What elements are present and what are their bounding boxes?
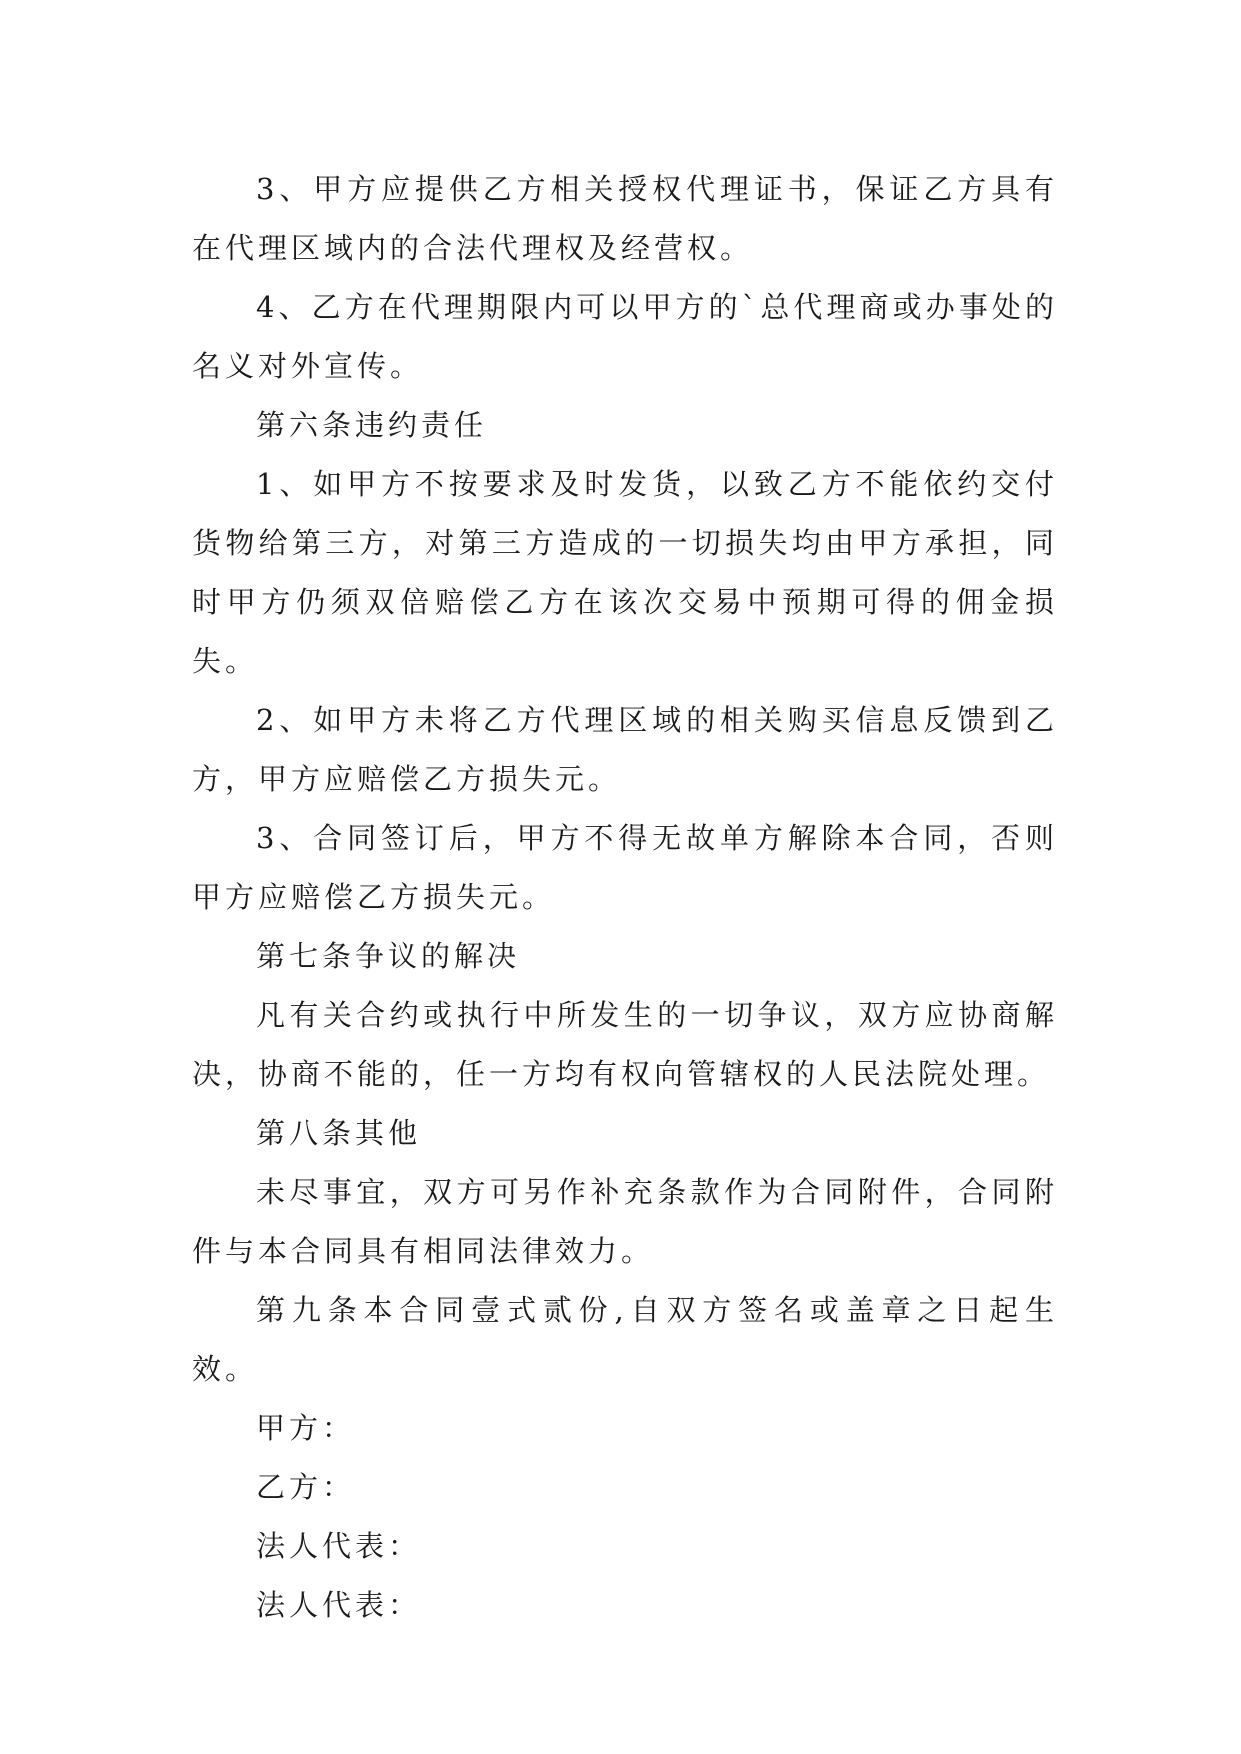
party-a-label: 甲方： xyxy=(256,1411,356,1445)
party-b-label: 乙方： xyxy=(256,1470,356,1504)
clause-3-authorization: 3、甲方应提供乙方相关授权代理证书，保证乙方具有在代理区域内的合法代理权及经营权。 xyxy=(192,172,1058,265)
article-8-heading: 第八条其他 xyxy=(256,1116,422,1150)
article-6-item-2: 2、如甲方未将乙方代理区域的相关购买信息反馈到乙方，甲方应赔偿乙方损失元。 xyxy=(192,703,1058,796)
legal-rep-b-label: 法人代表： xyxy=(256,1588,422,1622)
article-9: 第九条本合同壹式贰份,自双方签名或盖章之日起生效。 xyxy=(192,1293,1058,1386)
article-7-heading: 第七条争议的解决 xyxy=(256,939,521,973)
clause-4-promotion: 4、乙方在代理期限内可以甲方的`总代理商或办事处的名义对外宣传。 xyxy=(192,290,1058,383)
article-8-body: 未尽事宜，双方可另作补充条款作为合同附件，合同附件与本合同具有相同法律效力。 xyxy=(192,1175,1058,1268)
article-7-body: 凡有关合约或执行中所发生的一切争议，双方应协商解决，协商不能的，任一方均有权向管辖权的人民法院处理。 xyxy=(192,998,1058,1091)
article-6-item-1: 1、如甲方不按要求及时发货，以致乙方不能依约交付货物给第三方，对第三方造成的一切损失均由甲方承担，同时甲方仍须双倍赔偿乙方在该次交易中预期可得的佣金损失。 xyxy=(192,467,1058,678)
article-6-heading: 第六条违约责任 xyxy=(256,408,488,442)
legal-rep-a-label: 法人代表： xyxy=(256,1529,422,1563)
document-page xyxy=(192,160,1058,1635)
article-6-item-3: 3、合同签订后，甲方不得无故单方解除本合同，否则甲方应赔偿乙方损失元。 xyxy=(192,821,1058,914)
